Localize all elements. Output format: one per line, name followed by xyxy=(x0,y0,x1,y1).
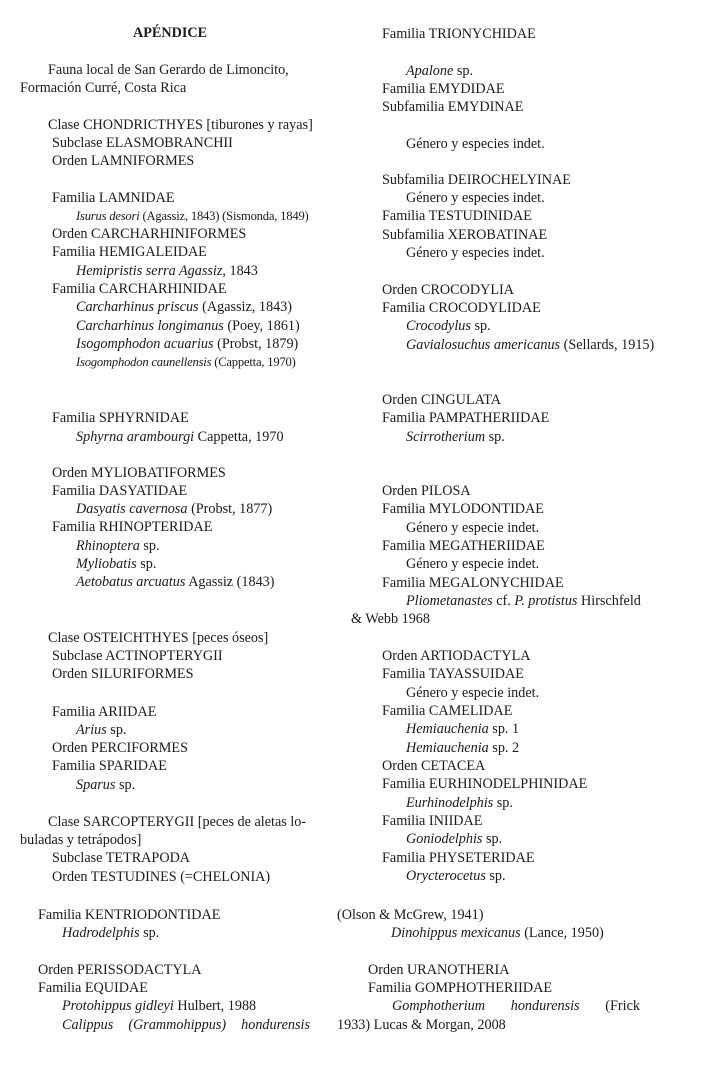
taxon-hadrodelphis: Hadrodelphis sp. xyxy=(62,925,160,941)
class-sarcopterygii-line-1: Clase SARCOPTERYGII [peces de aletas lo- xyxy=(48,814,307,830)
taxon-dinohippus: Dinohippus mexicanus (Lance, 1950) xyxy=(391,925,604,941)
order-testudines: Orden TESTUDINES (=CHELONIA) xyxy=(52,869,271,885)
taxon-dasyatis: Dasyatis cavernosa (Probst, 1877) xyxy=(76,501,273,517)
family-ariidae: Familia ARIIDAE xyxy=(52,704,157,720)
family-rhinopteridae: Familia RHINOPTERIDAE xyxy=(52,519,213,535)
subclass-actinopterygii: Subclase ACTINOPTERYGII xyxy=(52,648,223,664)
intro-line-1: Fauna local de San Gerardo de Limoncito, xyxy=(48,62,289,78)
taxon-sparus: Sparus sp. xyxy=(76,777,136,793)
family-trionychidae: Familia TRIONYCHIDAE xyxy=(382,26,536,42)
page-title: APÉNDICE xyxy=(133,25,208,41)
deirochelyinae-genus-indet: Género y especies indet. xyxy=(406,190,545,206)
taxon-scirrotherium: Scirrotherium sp. xyxy=(406,429,505,445)
order-crocodylia: Orden CROCODYLIA xyxy=(382,282,515,298)
family-physeteridae: Familia PHYSETERIDAE xyxy=(382,850,535,866)
taxon-carcharhinus-priscus: Carcharhinus priscus (Agassiz, 1843) xyxy=(76,299,292,315)
family-tayassuidae: Familia TAYASSUIDAE xyxy=(382,666,524,682)
class-chondrichthyes: Clase CHONDRICTHYES [tiburones y rayas] xyxy=(48,117,313,133)
taxon-gavialosuchus: Gavialosuchus americanus (Sellards, 1915) xyxy=(406,337,655,353)
tayassuidae-genus-indet: Género y especie indet. xyxy=(406,685,540,701)
order-perissodactyla: Orden PERISSODACTYLA xyxy=(38,962,202,978)
taxon-protohippus: Protohippus gidleyi Hulbert, 1988 xyxy=(62,998,257,1014)
family-emydidae: Familia EMYDIDAE xyxy=(382,81,505,97)
emydinae-genus-indet: Género y especies indet. xyxy=(406,136,545,152)
taxon-eurhinodelphis: Eurhinodelphis sp. xyxy=(406,795,513,811)
subfamily-deirochelyinae: Subfamilia DEIROCHELYINAE xyxy=(382,172,571,188)
order-cetacea: Orden CETACEA xyxy=(382,758,486,774)
taxon-isogomphodon-acuarius: Isogomphodon acuarius (Probst, 1879) xyxy=(76,336,299,352)
family-gomphotheriidae: Familia GOMPHOTHERIIDAE xyxy=(368,980,553,996)
taxon-orycterocetus: Orycterocetus sp. xyxy=(406,868,506,884)
family-equidae: Familia EQUIDAE xyxy=(38,980,148,996)
taxon-gomphotherium-authority: 1933) Lucas & Morgan, 2008 xyxy=(337,1017,506,1033)
family-lamnidae: Familia LAMNIDAE xyxy=(52,190,175,206)
subclass-elasmobranchii: Subclase ELASMOBRANCHII xyxy=(52,135,233,151)
taxon-crocodylus: Crocodylus sp. xyxy=(406,318,491,334)
taxon-hemiauchenia-1: Hemiauchenia sp. 1 xyxy=(406,721,520,737)
order-uranotheria: Orden URANOTHERIA xyxy=(368,962,510,978)
family-sphyrnidae: Familia SPHYRNIDAE xyxy=(52,410,189,426)
family-hemigaleidae: Familia HEMIGALEIDAE xyxy=(52,244,207,260)
family-megatheriidae: Familia MEGATHERIIDAE xyxy=(382,538,545,554)
family-sparidae: Familia SPARIDAE xyxy=(52,758,167,774)
family-dasyatidae: Familia DASYATIDAE xyxy=(52,483,188,499)
family-mylodontidae: Familia MYLODONTIDAE xyxy=(382,501,544,517)
order-myliobatiformes: Orden MYLIOBATIFORMES xyxy=(52,465,226,481)
order-perciformes: Orden PERCIFORMES xyxy=(52,740,188,756)
taxon-isogomphodon-caunellensis: Isogomphodon caunellensis (Cappetta, 1970) xyxy=(76,355,296,369)
taxon-apalone: Apalone sp. xyxy=(406,63,473,79)
class-sarcopterygii-line-2: buladas y tetrápodos] xyxy=(20,832,142,848)
taxon-rhinoptera: Rhinoptera sp. xyxy=(76,538,160,554)
family-camelidae: Familia CAMELIDAE xyxy=(382,703,513,719)
taxon-pliometanastes: Pliometanastes cf. P. protistus Hirschfeld xyxy=(406,593,641,609)
family-eurhinodelphinidae: Familia EURHINODELPHINIDAE xyxy=(382,776,588,792)
taxon-hemipristis: Hemipristis serra Agassiz, 1843 xyxy=(76,263,258,279)
order-cingulata: Orden CINGULATA xyxy=(382,392,502,408)
taxon-sphyrna: Sphyrna arambourgi Cappetta, 1970 xyxy=(76,429,284,445)
taxon-goniodelphis: Goniodelphis sp. xyxy=(406,831,503,847)
taxon-isurus: Isurus desori (Agassiz, 1843) (Sismonda, 1849) xyxy=(76,209,309,223)
order-lamniformes: Orden LAMNIFORMES xyxy=(52,153,195,169)
order-carcharhiniformes: Orden CARCHARHINIFORMES xyxy=(52,226,247,242)
megatheriidae-genus-indet: Género y especie indet. xyxy=(406,556,540,572)
class-osteichthyes: Clase OSTEICHTHYES [peces óseos] xyxy=(48,630,269,646)
taxon-aetobatus: Aetobatus arcuatus Agassiz (1843) xyxy=(76,574,275,590)
family-testudinidae: Familia TESTUDINIDAE xyxy=(382,208,532,224)
mylodontidae-genus-indet: Género y especie indet. xyxy=(406,520,540,536)
family-carcharhinidae: Familia CARCHARHINIDAE xyxy=(52,281,227,297)
order-pilosa: Orden PILOSA xyxy=(382,483,471,499)
taxon-hemiauchenia-2: Hemiauchenia sp. 2 xyxy=(406,740,520,756)
order-siluriformes: Orden SILURIFORMES xyxy=(52,666,194,682)
family-kentriodontidae: Familia KENTRIODONTIDAE xyxy=(38,907,221,923)
intro-line-2: Formación Curré, Costa Rica xyxy=(20,80,187,96)
taxon-gomphotherium: Gomphotherium hondurensis (Frick xyxy=(392,998,640,1014)
family-iniidae: Familia INIIDAE xyxy=(382,813,483,829)
subclass-tetrapoda: Subclase TETRAPODA xyxy=(52,850,191,866)
xerobatinae-genus-indet: Género y especies indet. xyxy=(406,245,545,261)
family-pampatheriidae: Familia PAMPATHERIIDAE xyxy=(382,410,550,426)
taxon-pliometanastes-authority: & Webb 1968 xyxy=(351,611,430,627)
family-crocodylidae: Familia CROCODYLIDAE xyxy=(382,300,541,316)
order-artiodactyla: Orden ARTIODACTYLA xyxy=(382,648,531,664)
subfamily-xerobatinae: Subfamilia XEROBATINAE xyxy=(382,227,548,243)
taxon-calippus: Calippus (Grammohippus) hondurensis xyxy=(62,1017,310,1033)
taxon-arius: Arius sp. xyxy=(76,722,127,738)
subfamily-emydinae: Subfamilia EMYDINAE xyxy=(382,99,524,115)
family-megalonychidae: Familia MEGALONYCHIDAE xyxy=(382,575,564,591)
taxon-myliobatis: Myliobatis sp. xyxy=(76,556,157,572)
taxon-carcharhinus-longimanus: Carcharhinus longimanus (Poey, 1861) xyxy=(76,318,300,334)
hadrodelphis-authority: (Olson & McGrew, 1941) xyxy=(337,907,484,923)
